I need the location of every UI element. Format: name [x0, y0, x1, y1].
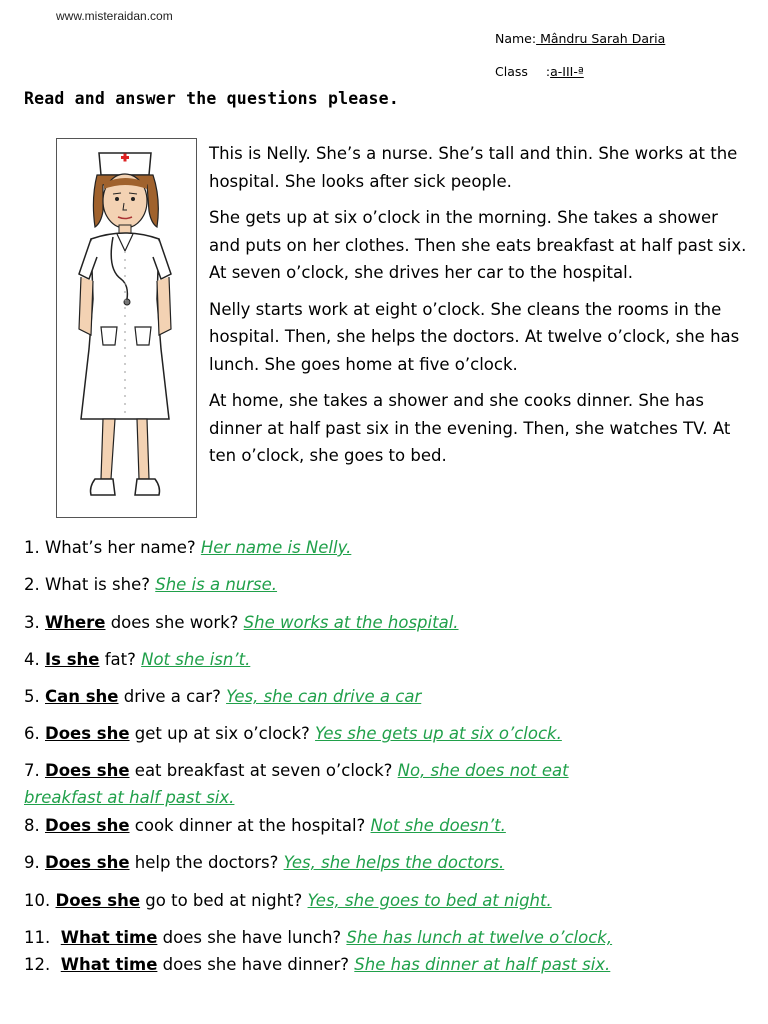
question-7 [24, 761, 569, 780]
question-text: fat? [99, 650, 142, 669]
answer-text: No, she does not eat [397, 761, 569, 780]
question-number: 7. [24, 761, 40, 780]
question-text: cook dinner at the hospital? [129, 816, 371, 835]
student-name-line [495, 31, 665, 46]
question-11 [24, 928, 612, 947]
question-number: 2. [24, 575, 40, 594]
question-keyword: What time [60, 955, 158, 974]
question-keyword: Does she [45, 853, 130, 872]
question-number: 8. [24, 816, 40, 835]
student-name: Mândru Sarah Daria [536, 31, 666, 46]
question-3 [24, 613, 459, 632]
question-4 [24, 650, 250, 669]
question-number: 10. [24, 891, 51, 910]
question-number: 6. [24, 724, 40, 743]
question-text: does she work? [105, 613, 244, 632]
question-9 [24, 853, 504, 872]
question-12 [24, 955, 610, 974]
question-keyword: Where [45, 613, 106, 632]
question-text: What’s her name? [39, 538, 201, 557]
passage-paragraph: This is Nelly. She’s a nurse. She’s tall and thin. She works at the hospital. She looks after sick people. [209, 144, 738, 191]
answer-continuation: breakfast at half past six. [24, 788, 235, 807]
answer-text: Yes, she can drive a car [226, 687, 422, 706]
question-number: 4. [24, 650, 40, 669]
question-text: go to bed at night? [140, 891, 308, 910]
name-label: Name: [495, 31, 537, 46]
question-5 [24, 687, 421, 706]
question-1 [24, 538, 351, 557]
question-text: drive a car? [118, 687, 227, 706]
question-6 [24, 724, 562, 743]
question-number: 12. [24, 955, 51, 974]
answer-text: She is a nurse. [155, 575, 278, 594]
question-text: eat breakfast at seven o’clock? [129, 761, 398, 780]
question-keyword: Does she [45, 816, 130, 835]
question-text: get up at six o’clock? [129, 724, 316, 743]
answer-text: She works at the hospital. [243, 613, 459, 632]
passage-paragraph: Nelly starts work at eight o’clock. She cleans the rooms in the hospital. Then, she helps the doctors. At twelve o’clock, she has lunch. She goes home at five o’clock. [209, 299, 740, 374]
question-keyword: Does she [55, 891, 141, 910]
answer-text: Yes she gets up at six o’clock. [315, 724, 562, 743]
answer-text: Yes, she helps the doctors. [283, 853, 505, 872]
question-number: 11. [24, 928, 51, 947]
question-text: does she have lunch? [157, 928, 347, 947]
question-text: help the doctors? [129, 853, 284, 872]
question-keyword: Does she [45, 724, 130, 743]
answer-text: Her name is Nelly. [200, 538, 352, 557]
question-number: 3. [24, 613, 40, 632]
question-keyword: Can she [45, 687, 119, 706]
question-keyword: Does she [45, 761, 130, 780]
question-number: 1. [24, 538, 40, 557]
class-colon: : [545, 64, 551, 79]
answer-text: She has dinner at half past six. [354, 955, 611, 974]
class-value: a-III-ª [550, 64, 584, 79]
site-url: www.misteraidan.com [56, 9, 173, 23]
class-label: Class [495, 64, 528, 79]
answer-text: She has lunch at twelve o’clock, [346, 928, 613, 947]
reading-passage [209, 140, 749, 479]
passage-paragraph: At home, she takes a shower and she cooks dinner. She has dinner at half past six in the evening. Then, she watches TV. At ten o’clock, she goes to bed. [209, 391, 731, 465]
question-10 [24, 891, 552, 910]
question-2 [24, 575, 277, 594]
question-8 [24, 816, 506, 835]
class-line [495, 64, 584, 79]
page-heading: Read and answer the questions please. [24, 89, 399, 108]
nurse-figure [56, 138, 197, 518]
nurse-icon [57, 139, 196, 517]
question-number: 9. [24, 853, 40, 872]
question-number: 5. [24, 687, 40, 706]
question-keyword: Is she [45, 650, 100, 669]
answer-text: Not she doesn’t. [370, 816, 506, 835]
question-text: does she have dinner? [157, 955, 355, 974]
answer-text: Yes, she goes to bed at night. [307, 891, 552, 910]
question-keyword: What time [60, 928, 158, 947]
question-text: What is she? [39, 575, 156, 594]
answer-text: Not she isn’t. [141, 650, 251, 669]
passage-paragraph: She gets up at six o’clock in the morning. She takes a shower and puts on her clothes. Then she eats breakfast at half past six. At seven o’clock, she drives her car to the hospital. [209, 208, 747, 282]
